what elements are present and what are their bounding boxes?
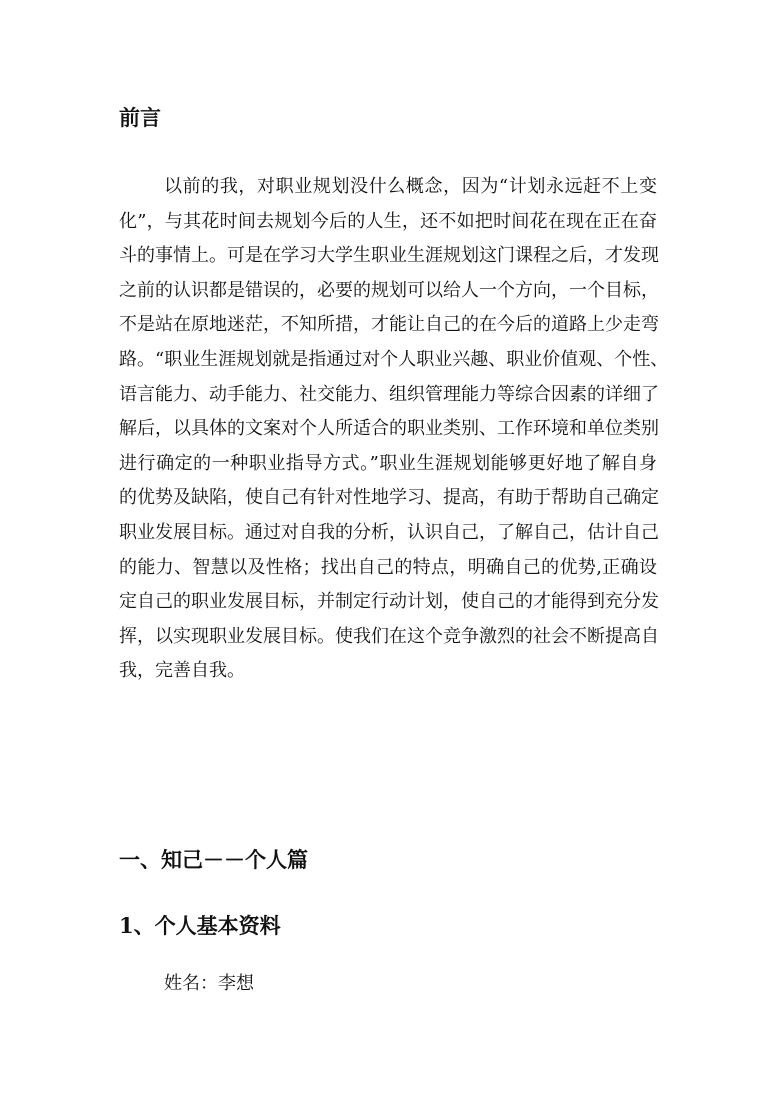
paragraph-line: 的优势及缺陷，使自己有针对性地学习、提高，有助于帮助自己确定 <box>119 487 659 509</box>
section-heading: 1、个人基本资料 <box>119 913 281 938</box>
paragraph-line: 语言能力、动手能力、社交能力、组织管理能力等综合因素的详细了 <box>119 383 659 405</box>
paragraph-line: 定自己的职业发展目标，并制定行动计划，使自己的才能得到充分发 <box>119 591 659 613</box>
paragraph-line: 路。“职业生涯规划就是指通过对个人职业兴趣、职业价值观、个性、 <box>119 348 669 370</box>
paragraph-line: 挥，以实现职业发展目标。使我们在这个竞争激烈的社会不断提高自 <box>119 625 659 647</box>
paragraph-line: 进行确定的一种职业指导方式。”职业生涯规划能够更好地了解自身 <box>119 452 657 474</box>
paragraph-line: 以前的我，对职业规划没什么概念，因为“计划永远赶不上变 <box>164 176 657 197</box>
preface-heading: 前言 <box>119 105 161 130</box>
preface-paragraph <box>119 170 669 689</box>
paragraph-line: 职业发展目标。通过对自我的分析，认识自己，了解自己，估计自己 <box>119 521 659 543</box>
paragraph-line: 斗的事情上。可是在学习大学生职业生涯规划这门课程之后，才发现 <box>119 245 659 267</box>
paragraph-line: 解后，以具体的文案对个人所适合的职业类别、工作环境和单位类别 <box>119 418 659 440</box>
paragraph-line: 之前的认识都是错误的，必要的规划可以给人一个方向，一个目标， <box>119 279 659 301</box>
chapter-heading: 一、知己－－个人篇 <box>119 847 308 872</box>
paragraph-line: 不是站在原地迷茫，不知所措，才能让自己的在今后的道路上少走弯 <box>119 314 659 336</box>
paragraph-line: 我，完善自我。 <box>119 660 245 682</box>
paragraph-line: 化”，与其花时间去规划今后的人生，还不如把时间花在现在正在奋 <box>119 210 657 232</box>
paragraph-line: 的能力、智慧以及性格；找出自己的特点，明确自己的优势,正确设 <box>119 556 657 578</box>
name-field: 姓名：李想 <box>164 973 254 994</box>
